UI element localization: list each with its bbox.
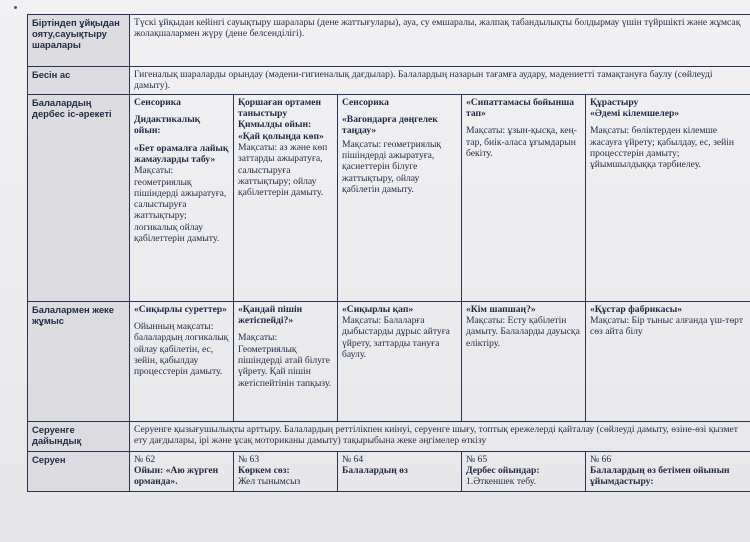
individual-col-3: [338, 301, 462, 421]
subtitle: Дидактикалық ойын:: [134, 113, 201, 137]
walk-title: Балалардың өз: [342, 464, 408, 476]
row-label-snack: Бесін ас: [28, 67, 130, 95]
activity-body: Мақсаты: Геометриялық пішіндерді атай білуге үйрету. Қай пішін жетіспейтінін тапқызу.: [238, 332, 332, 389]
activity-body: Мақсаты: Бір тыныс алғанда үш-төрт сөз айта білу: [590, 314, 744, 338]
walk-col-4: [462, 451, 586, 491]
snack-text: Гигеналық шараларды орындау (мәдени-гигиеналық дағдылар). Балалардың назарын тағамға аудару, мәдениетті тамақтануға баулу (сөйлеуді дамыту).: [130, 67, 750, 95]
independent-col-5: [586, 94, 750, 301]
walk-col-5: [586, 451, 750, 491]
independent-col-3: [338, 94, 462, 301]
walk-number: № 65: [466, 453, 488, 465]
walk-number: № 63: [238, 453, 260, 465]
activity-body: Ойынның мақсаты: балалардың логикалық ойлау қабілетін, ес, зейін, қабылдау процесстерін дамыту.: [134, 320, 229, 378]
activity-title: «Әдемі кілемшелер»: [590, 107, 680, 119]
row-label-individual: Балалармен жеке жұмыс: [28, 301, 130, 421]
walk-col-2: [234, 451, 338, 491]
activity-body: Мақсаты: Балаларға дыбыстарды дұрыс айтуға үйрету, заттарды тануға баулу.: [342, 314, 450, 360]
activity-body: Мақсаты: геометриялық пішіндерді ажыратуға, қасиеттерін білуге жаттықтыру, ойлау қабілетін дамыту.: [342, 138, 442, 195]
activity-title: «Вагондарға дөңгелек таңдау»: [342, 113, 438, 137]
walk-col-1: [130, 451, 234, 491]
activity-title: «Сиқырлы суреттер»: [134, 303, 227, 315]
category: Сенсорика: [342, 96, 389, 108]
walk-title: Балалардың өз бетімен ойынын ұйымдастыру:: [590, 464, 730, 488]
walk-prep-text: Серуенге қызығушылықты арттыру. Балалардың реттілікпен киінуі, серуенге шығу, топтық ережелерді қайталау (сөйлеуді дамыту, өзіне-өзі қызмет ету дағдылары, ірі және ұсақ моториканы дамыту) тақырыбына жеке әңгімелер өткізу: [130, 421, 750, 451]
walk-number: № 66: [590, 453, 612, 465]
activity-title: «Бет орамалға лайық жамауларды табу»: [134, 142, 229, 165]
walk-col-3: [338, 451, 462, 491]
row-label-walk-prep: Серуенге дайындық: [28, 421, 130, 451]
walk-title: Көркем сөз:: [238, 464, 290, 476]
individual-col-1: [130, 301, 234, 421]
walk-title: Дербес ойындар:: [466, 464, 540, 476]
row-individual-work: [28, 301, 750, 421]
walk-extra: 1.Әткеншек тебу.: [466, 476, 537, 488]
walk-number: № 64: [342, 453, 364, 465]
wake-up-text: Түскі ұйқыдан кейінгі сауықтыру шаралары (дене жаттығулары), ауа, су емшаралы, жалпақ табандылықты болдырмау үшін түйршікті және жұмсақ жолақшалармен жүру (дене белсенділігі).: [130, 15, 750, 67]
activity-title: «Құстар фабрикасы»: [590, 303, 682, 315]
walk-number: № 62: [134, 453, 156, 465]
row-walk: [28, 451, 750, 491]
independent-col-4: [462, 94, 586, 301]
row-independent-activity: [28, 94, 750, 301]
individual-col-5: [586, 301, 750, 421]
individual-col-4: [462, 301, 586, 421]
category: Сенсорика: [134, 96, 181, 108]
row-walk-prep: [28, 421, 750, 451]
scan-speck: [14, 6, 17, 9]
row-label-wake-up: Біртіндеп ұйқыдан ояту,сауықтыру шаралары: [28, 15, 130, 67]
subtitle: Қимылды ойын:: [238, 119, 312, 131]
activity-title: «Кім шапшаң?»: [466, 303, 536, 315]
row-wake-up: [28, 15, 750, 67]
activity-body: Мақсаты: ұзын-қысқа, кең-тар, биік-аласа ұғымдарын бекіту.: [466, 125, 577, 159]
activity-body: Мақсаты: геометриялық пішіндерді ажыратуға, салыстыруға жаттықтыру; логикалық ойлау қабілеттерін дамыту.: [134, 165, 227, 245]
activity-body: Мақсаты: аз және көп заттарды ажыратуға, салыстыруға жаттықтыру; ойлау қабілеттерін дамыту.: [238, 141, 328, 199]
independent-col-1: [130, 94, 234, 301]
category: Қоршаған ортамен таныстыру: [238, 96, 322, 119]
daily-plan-table: [27, 14, 750, 492]
walk-title: Ойын: «Аю жүрген орманда».: [134, 464, 219, 488]
individual-col-2: [234, 301, 338, 421]
category: Құрастыру: [590, 96, 639, 108]
activity-title: «Қандай пішін жетіспейді?»: [238, 303, 303, 326]
activity-body: Мақсаты: Есту қабілетін дамыту. Балаларды дауысқа еліктіру.: [466, 314, 580, 349]
walk-extra: Жел тынымсыз: [238, 476, 301, 488]
category: «Сипаттамасы бойынша тап»: [466, 96, 574, 119]
row-label-walk: Серуен: [28, 451, 130, 491]
activity-title: «Сиқырлы қап»: [342, 303, 414, 315]
row-label-independent: Балалардың дербес іс-әрекеті: [28, 94, 130, 301]
activity-title: «Қай қолыңда көп»: [238, 130, 324, 142]
independent-col-2: [234, 94, 338, 301]
row-snack: [28, 67, 750, 95]
activity-body: Мақсаты: бөліктерден кілемше жасауға үйрету; қабылдау, ес, зейін процесстерін дамыту; ұйымшылдыққа тәрбиелеу.: [590, 125, 735, 171]
